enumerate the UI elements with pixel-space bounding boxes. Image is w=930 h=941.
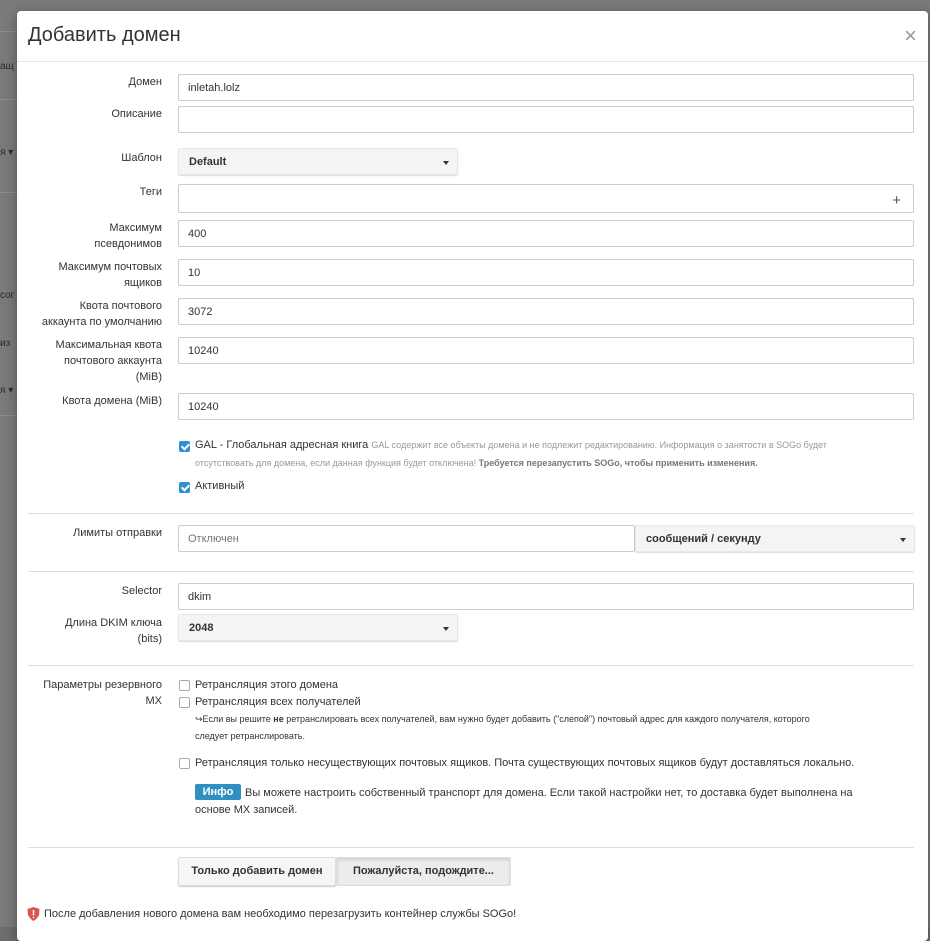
label-line: (bits)	[137, 633, 162, 645]
rate-limit-input[interactable]	[178, 525, 635, 552]
relay-all-checkbox[interactable]	[179, 697, 190, 708]
close-icon[interactable]: ×	[904, 23, 917, 48]
dkim-length-label	[65, 615, 162, 647]
divider	[28, 847, 914, 848]
domain-quota-label: Квота домена (MiB)	[62, 395, 162, 407]
max-aliases-label	[94, 220, 162, 252]
please-wait-button[interactable]: Пожалуйста, подождите...	[336, 857, 511, 886]
max-quota-label	[56, 337, 162, 385]
template-selected-value: Default	[189, 156, 227, 168]
label-line: Квота почтового	[79, 300, 162, 312]
bg-fragment: я ▾	[0, 385, 14, 396]
rate-limit-unit-select[interactable]	[635, 525, 915, 552]
gal-label: GAL - Глобальная адресная книга	[195, 439, 369, 451]
label-line: Максимум почтовых	[58, 261, 162, 273]
label-line: псевдонимов	[94, 238, 162, 250]
tags-label: Теги	[139, 186, 162, 198]
max-aliases-input[interactable]	[178, 220, 914, 247]
caret-down-icon	[443, 627, 449, 631]
gal-help-line2	[195, 455, 915, 471]
modal-title: Добавить домен	[28, 24, 181, 46]
caret-down-icon	[900, 538, 906, 542]
domain-label: Домен	[128, 76, 162, 88]
bg-fragment: я ▾	[0, 147, 14, 158]
dkim-selector-label: Selector	[121, 585, 162, 597]
bg-divider	[0, 192, 17, 193]
gal-help-bold: Требуется перезапустить SOGo, чтобы применить изменения.	[478, 458, 758, 468]
label-line: Параметры резервного	[43, 679, 162, 691]
domain-input[interactable]	[178, 74, 914, 101]
info-badge: Инфо	[195, 784, 241, 800]
modal-header	[17, 11, 928, 62]
info-text-line2: основе MX записей.	[195, 804, 298, 816]
active-checkbox[interactable]	[179, 482, 190, 493]
template-label: Шаблон	[121, 152, 162, 164]
relay-domain-checkbox[interactable]	[179, 680, 190, 691]
relay-all-help	[195, 711, 920, 727]
label-line: почтового аккаунта	[64, 355, 162, 367]
relay-all-help-pre: ↪Если вы решите	[195, 714, 274, 724]
divider	[28, 513, 914, 514]
gal-text	[195, 437, 915, 453]
gal-checkbox[interactable]	[179, 441, 190, 452]
domain-quota-input[interactable]	[178, 393, 914, 420]
caret-down-icon	[443, 161, 449, 165]
relay-all-help-line2: следует ретранслировать.	[195, 731, 305, 741]
add-tag-icon[interactable]: +	[892, 192, 901, 209]
max-mailboxes-input[interactable]	[178, 259, 914, 286]
dkim-selector-input[interactable]	[178, 583, 914, 610]
relay-domain-label: Ретрансляция этого домена	[195, 679, 339, 691]
bg-fragment: из	[0, 338, 11, 349]
rate-limit-unit-value: сообщений / секунду	[646, 533, 761, 545]
add-domain-only-button[interactable]: Только добавить домен	[178, 857, 336, 886]
label-line: Максимум	[109, 222, 162, 234]
sogo-restart-warning: После добавления нового домена вам необходимо перезагрузить контейнер службы SOGo!	[44, 908, 517, 920]
max-quota-input[interactable]	[178, 337, 914, 364]
label-line: Максимальная квота	[55, 339, 162, 351]
bg-divider	[0, 415, 17, 416]
bg-divider	[0, 99, 17, 100]
label-line: MX	[145, 695, 162, 707]
label-line: (MiB)	[135, 371, 162, 383]
divider	[28, 665, 914, 666]
default-quota-label	[42, 298, 162, 330]
divider	[28, 571, 914, 572]
max-mailboxes-label	[58, 259, 162, 291]
gal-help: GAL содержит все объекты домена и не подлежит редактированию. Информация о занятости в SOGo будет	[371, 440, 827, 450]
shield-alert-icon	[27, 907, 40, 921]
rate-limit-label: Лимиты отправки	[73, 527, 162, 539]
label-line: ящиков	[123, 277, 162, 289]
relay-all-help-bold: не	[273, 714, 284, 724]
relay-unknown-checkbox[interactable]	[179, 758, 190, 769]
relay-unknown-label: Ретрансляция только несуществующих почтовых ящиков. Почта существующих почтовых ящиков будут доставляться локально.	[195, 757, 855, 769]
default-quota-input[interactable]	[178, 298, 914, 325]
description-input[interactable]	[178, 106, 914, 133]
label-line: аккаунта по умолчанию	[41, 316, 162, 328]
dkim-length-select[interactable]	[178, 614, 458, 641]
description-label: Описание	[111, 108, 162, 120]
backup-mx-label	[43, 677, 162, 709]
relay-all-help-post: ретранслировать всех получателей, вам нужно будет добавить ("слепой") почтовый адрес для каждого получателя, которого	[283, 714, 810, 724]
active-label: Активный	[195, 480, 245, 492]
gal-help-text: отсутствовать для домена, если данная функция будет отключена!	[195, 458, 477, 468]
template-select[interactable]	[178, 148, 458, 175]
label-line: Длина DKIM ключа	[64, 617, 162, 629]
relay-all-label: Ретрансляция всех получателей	[195, 696, 361, 708]
bg-divider	[0, 31, 17, 32]
tags-input[interactable]	[178, 184, 914, 213]
bg-fragment: ащ	[0, 61, 14, 72]
add-domain-modal	[17, 11, 928, 941]
info-text: Вы можете настроить собственный транспорт для домена. Если такой настройки нет, то доставка будет выполнена на	[245, 787, 853, 799]
dkim-length-value: 2048	[189, 622, 214, 634]
bg-fragment: сог	[0, 290, 15, 301]
